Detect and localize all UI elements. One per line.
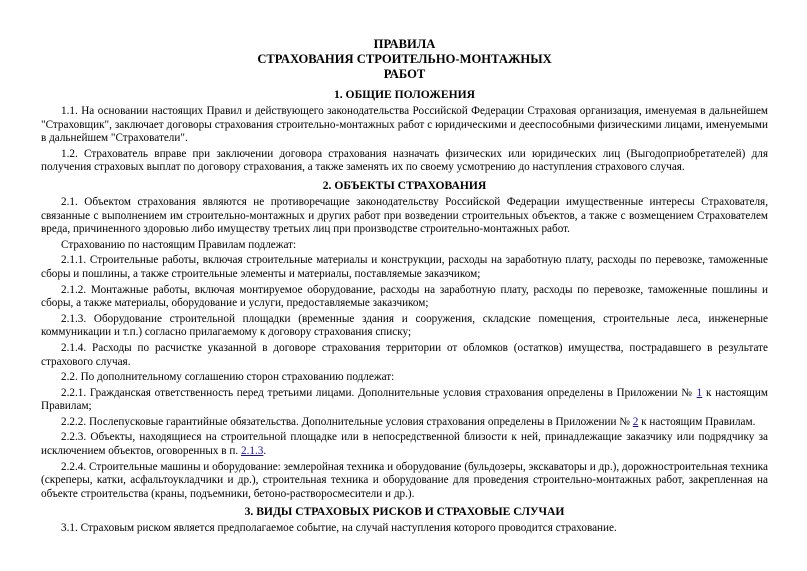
paragraph-text: к настоящим Правилам. bbox=[638, 415, 756, 428]
section-heading-risks: 3. ВИДЫ СТРАХОВЫХ РИСКОВ И СТРАХОВЫЕ СЛУЧАИ bbox=[244, 505, 565, 519]
paragraph-text: 2.2.3. Объекты, находящиеся на строительной площадке или в непосредственной близости к ней, принадлежащие заказчику или подрядчику за исключением объектов, оговоренных в п. bbox=[41, 431, 768, 458]
appendix-2-link[interactable]: 2 bbox=[632, 415, 639, 428]
document-title bbox=[41, 37, 768, 82]
paragraph-2-2-2 bbox=[41, 416, 768, 430]
paragraph-1-2: 1.2. Страхователь вправе при заключении договора страхования назначать физических или юридических лиц (Выгодоприобретателей) для получения страховых выплат по договору страхования, а также заменять их по своему усмотрению до наступления страхового случая. bbox=[41, 147, 768, 174]
section-heading-general: 1. ОБЩИЕ ПОЛОЖЕНИЯ bbox=[333, 88, 476, 101]
paragraph-2-2-1 bbox=[41, 387, 768, 414]
section-heading-objects: 2. ОБЪЕКТЫ СТРАХОВАНИЯ bbox=[322, 178, 487, 192]
paragraph-insurable-intro: Страхованию по настоящим Правилам подлежат: bbox=[61, 238, 297, 251]
clause-2-1-3-link[interactable]: 2.1.3 bbox=[240, 445, 264, 458]
paragraph-2-1-2: 2.1.2. Монтажные работы, включая монтируемое оборудование, расходы на заработную плату, расходы по перевозке, таможенные пошлины и сборы, а также материалы, оборудование и услуги, предоставляемые заказчиком; bbox=[41, 283, 768, 310]
paragraph-2-2-4: 2.2.4. Строительные машины и оборудование: землеройная техника и оборудование (бульдозеры, экскаваторы и др.), дорожностроительная техника (скреперы, катки, асфальтоукладчики и др.), строительная техника и оборудование для проведения строительно-монтажных работ, закрепленная на объекте строительства (краны, подъемники, бетоно-растворосмесители и др.). bbox=[41, 460, 768, 500]
appendix-1-link[interactable]: 1 bbox=[696, 386, 703, 399]
paragraph-2-2-3 bbox=[41, 431, 768, 458]
paragraph-2-1: 2.1. Объектом страхования являются не противоречащие законодательству Российской Федерации имущественные интересы Страхователя, связанные с выполнением им строительно-монтажных и других работ при возведении строительных объектов, а также с возмещением Страхователем вреда, причиненного здоровью либо имуществу третьих лиц при производстве строительно-монтажных работ. bbox=[41, 195, 768, 236]
paragraph-text: 2.2.1. Гражданская ответственность перед третьими лицами. Дополнительные условия страхования определены в Приложении № bbox=[61, 386, 697, 399]
paragraph-2-1-1: 2.1.1. Строительные работы, включая строительные материалы и конструкции, расходы на заработную плату, расходы по перевозке, таможенные сборы и пошлины, а также строительные элементы и материалы, поставляемые заказчиком; bbox=[41, 254, 768, 280]
paragraph-text: к настоящим Правилам; bbox=[41, 386, 768, 413]
paragraph-text: 2.2.2. Послепусковые гарантийные обязательства. Дополнительные условия страхования определены в Приложении № bbox=[61, 415, 633, 428]
title-line: СТРАХОВАНИЯ СТРОИТЕЛЬНО-МОНТАЖНЫХ bbox=[257, 52, 552, 66]
paragraph-1-1: 1.1. На основании настоящих Правил и действующего законодательства Российской Федерации Страховая организация, именуемая в дальнейшем "Страховщик", заключает договоры страхования строительно-монтажных работ с юридическими и дееспособными физическими лицами, именуемыми в дальнейшем "Страхователи". bbox=[41, 105, 768, 145]
paragraph-3-1: 3.1. Страховым риском является предполагаемое событие, на случай наступления которого проводится страхование. bbox=[61, 522, 617, 535]
title-line: РАБОТ bbox=[383, 67, 426, 81]
paragraph-text: . bbox=[263, 445, 267, 458]
paragraph-2-1-4: 2.1.4. Расходы по расчистке указанной в договоре страхования территории от обломков (остатков) имущества, пострадавшего в результате страхового случая. bbox=[41, 341, 768, 368]
paragraph-2-1-3: 2.1.3. Оборудование строительной площадки (временные здания и сооружения, складские помещения, строительные леса, инженерные коммуникации и т.п.) согласно прилагаемому к договору страхования списку; bbox=[41, 312, 768, 339]
title-line: ПРАВИЛА bbox=[373, 37, 436, 51]
paragraph-2-2: 2.2. По дополнительному соглашению сторон страхованию подлежат: bbox=[61, 371, 395, 384]
